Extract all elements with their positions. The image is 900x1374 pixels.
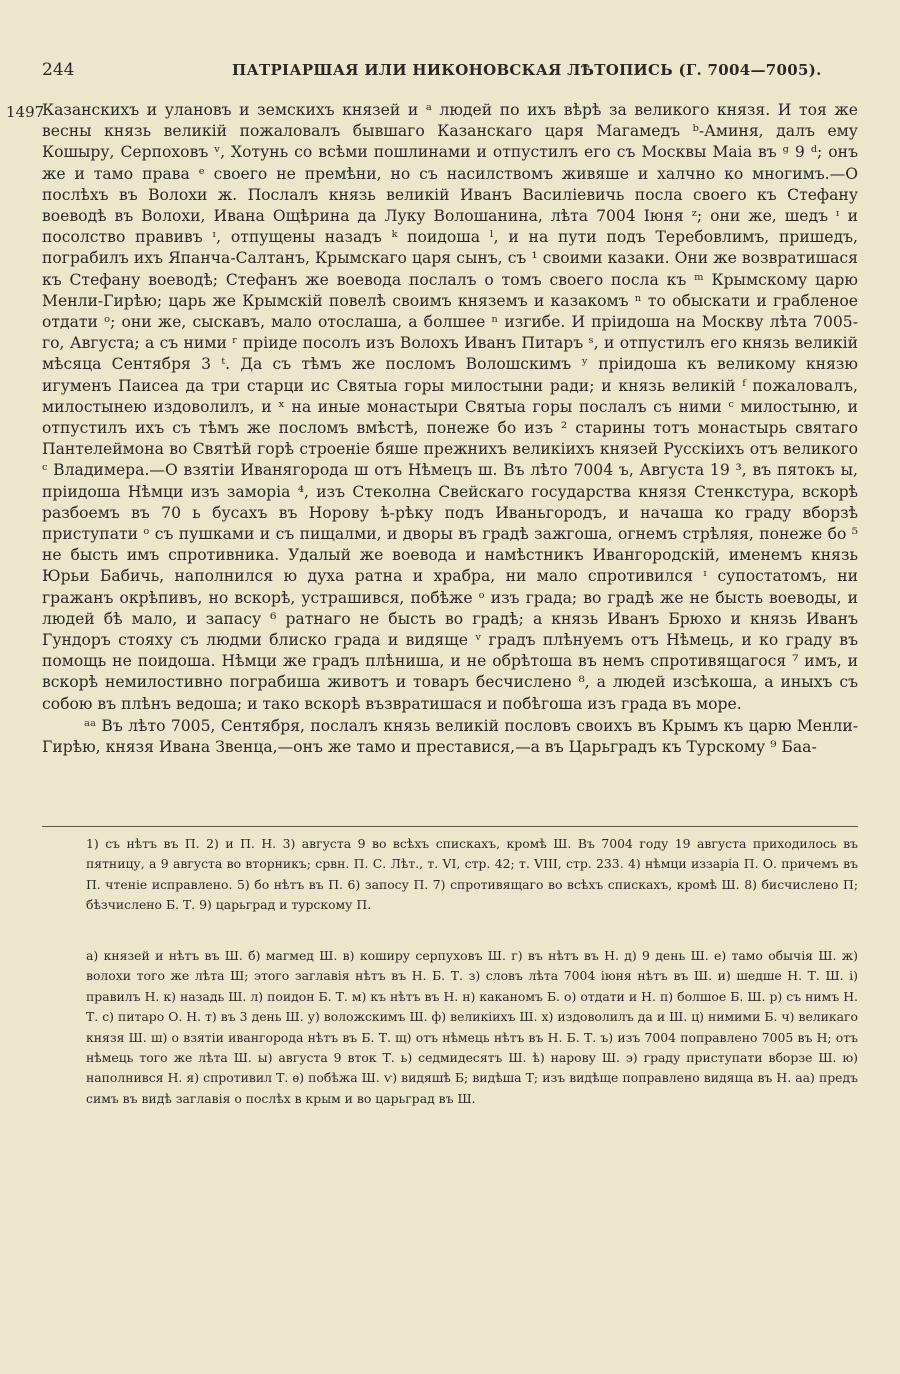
body-paragraph: ᵃᵃ Въ лѣто 7005, Сентября, послалъ князь великій пословъ своихъ въ Крымъ къ царю Менли-Гирѣю, князя Ивана Звенца,—онъ же тамо и преставися,—а въ Царьградъ къ Турскому ⁹ Баа- <box>42 716 858 757</box>
variant-text: а) князей и нѣтъ въ Ш. б) магмед Ш. в) коширу серпуховъ Ш. г) въ нѣтъ въ Н. д) 9 день Ш. е) тамо обычія Ш. ж) волохи того же лѣта Ш; этого заглавія нѣтъ въ Н. Б. Т. з) словъ лѣта 7004 іюня нѣтъ въ Ш. и) шедше Н. Т. Ш. і) правилъ Н. к) назадь Ш. л) поидон Б. Т. м) къ нѣтъ въ Н. н) каканомъ Б. о) отдати и Н. п) болшое Б. Ш. р) съ нимъ Н. Т. с) питаро О. Н. т) въ 3 день Ш. у) воложскимъ Ш. ф) великіихъ Ш. х) издоволилъ да и Ш. ц) нимими Б. ч) великаго князя Ш. ш) о взятіи ивангорода нѣтъ въ Б. Т. щ) отъ нѣмець нѣтъ въ Н. Б. Т. ъ) изъ 7004 поправлено 7005 въ Н; отъ нѣмець того же лѣта Ш. ы) августа 9 вток Т. ь) седмидесятъ Ш. ѣ) нарову Ш. э) граду приступати вборзе Ш. ю) наполнився Н. я) спротивил Т. ѳ) побѣжа Ш. ѵ) видяшѣ Б; видѣша Т; изъ видѣще поправлено видяща въ Н. аа) предъ симъ въ видѣ заглавія о послѣх в крым и во царьград въ Ш. <box>86 948 858 1106</box>
footnote-divider <box>42 826 858 827</box>
page-header <box>0 60 900 84</box>
body-paragraph: Казанскихъ и улановъ и земскихъ князей и ᵃ людей по ихъ вѣрѣ за великого князя. И тоя же весны князь великій пожаловалъ бывшаго Казанскаго царя Магамедъ ᵇ-Аминя, далъ ему Кошыру, Серпоховъ ᵛ, Хотунь со всѣми пошлинами и отпустилъ его съ Москвы Маіа въ ᵍ 9 ᵈ; онъ же и тамо права ᵉ своего не премѣни, но съ насилствомъ живяше и халчно ко многимъ.—О послѣхъ въ Волохи ж. Послалъ князь великій Иванъ Василіевичь посла своего къ Стефану воеводѣ въ Волохи, Ивана Ощѣрина да Луку Волошанина, лѣта 7004 Іюня ᶻ; они же, шедъ ᶦ и посолство правивъ ᶦ, отпущены назадъ ᵏ поидоша ˡ, и на пути подъ Теребовлимъ, пришедъ, пограбилъ ихъ Япанча-Салтанъ, Крымскаго царя сынъ, съ ¹ своими казаки. Они же возвратишася къ Стефану воеводѣ; Стефанъ же воевода послалъ о томъ своего посла къ ᵐ Крымскому царю Менли-Гирѣю; царь же Крымскій повелѣ своимъ княземъ и казакомъ ⁿ то обыскати и грабленое отдати ᵒ; они же, сыскавъ, мало отослаша, а болшее ⁿ изгибе. И пріидоша на Москву лѣта 7005-го, Августа; а съ ними ʳ пріиде посолъ изъ Волохъ Иванъ Питаръ ˢ, и отпустилъ его князь великій мѣсяца Сентября 3 ᵗ. Да съ тѣмъ же посломъ Волошскимъ ʸ пріидоша къ великому князю игуменъ Паисеа да три старци ис Святыа горы милостыни ради; и князь великій ᶠ пожаловалъ, милостынею издоволилъ, и ˣ на иные монастыри Святыа горы послалъ съ ними ᶜ милостыню, и отпустилъ ихъ съ тѣмъ же посломъ вмѣстѣ, понеже бо изъ ² старины тотъ монастырь святаго Пантелеймона во Святѣй горѣ строеніе бяше прежнихъ великіихъ князей Русскіихъ отъ великого ᶜ Владимера.—О взятіи Иванягорода ш отъ Нѣмецъ ш. Въ лѣто 7004 ъ, Августа 19 ³, въ пятокъ ы, пріидоша Нѣмци изъ заморіа ⁴, изъ Стеколна Свейскаго государства князя Стенкстура, вскорѣ разбоемъ въ 70 ь бусахъ въ Норову ѣ-рѣку подъ Иваньгородъ, и начаша ко граду вборзѣ приступати ᵒ съ пушками и съ пищалми, и дворы въ градѣ зажгоша, огнемъ стрѣляя, понеже бо ⁵ не бысть имъ спротивника. Удалый же воевода и намѣстникъ Ивангородскій, именемъ князь Юрьи Бабичь, наполнился ю духа ратна и храбра, ни мало спротивился ᶦ супостатомъ, ни гражанъ окрѣпивъ, но вскорѣ, устрашився, побѣже ᵒ изъ града; во градѣ же не бысть воеводы, и людей бѣ мало, и запасу ⁶ ратнаго не бысть во градѣ; а князь Иванъ Брюхо и князь Иванъ Гундоръ стояху съ людми блиско града и видяще ᵛ градъ плѣнуемъ отъ Нѣмець, и ко граду въ помощь не поидоша. Нѣмци же градъ плѣниша, и не обрѣтоша въ немъ спротивящагося ⁷ имъ, и вскорѣ немилостивно пограбиша животъ и товаръ бесчисленo ⁸, а людей изсѣкоша, а иныхъ съ собою въ плѣнъ ведоша; и тако вскорѣ възвратишася и побѣгоша изъ града въ море. <box>42 101 858 713</box>
page-number: 244 <box>42 60 75 80</box>
main-text <box>42 100 858 758</box>
running-title: ПАТРІАРШАЯ ИЛИ НИКОНОВСКАЯ ЛѢТОПИСЬ (Г. 7004—7005). <box>232 61 822 79</box>
footnote-text: 1) съ нѣтъ въ П. 2) и П. Н. 3) августа 9 во всѣхъ спискахъ, кромѣ Ш. Въ 7004 году 19 августа приходилось въ пятницу, а 9 августа во вторникъ; срвн. П. С. Лѣт., т. VI, стр. 42; т. VIII, стр. 233. 4) нѣмци иззаріа П. О. причемъ въ П. чтеніе исправлено. 5) бо нѣтъ въ П. 6) запосу П. 7) спротивящаго во всѣхъ спискахъ, кромѣ Ш. 8) бисчислено П; бѣзчислено Б. Т. 9) царьград и турскому П. <box>86 836 858 913</box>
numbered-footnotes <box>86 834 858 916</box>
margin-year: 1497 <box>6 103 45 121</box>
variant-readings <box>86 946 858 1109</box>
